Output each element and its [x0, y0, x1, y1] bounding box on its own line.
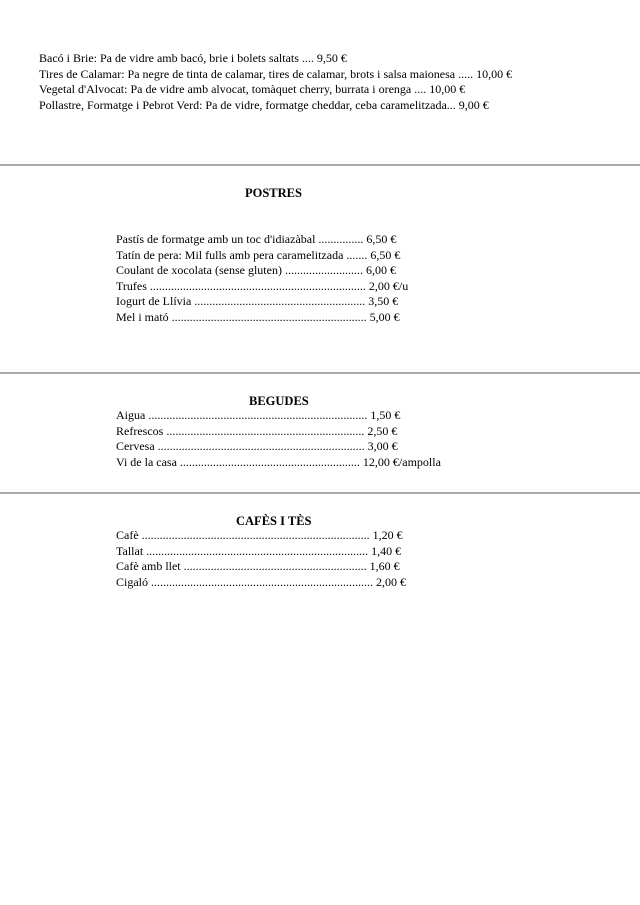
menu-item: Cigaló .......................................................................... 2,00 €	[116, 574, 406, 589]
menu-item: Pastís de formatge amb un toc d'idiazàbal ............... 6,50 €	[116, 232, 397, 246]
menu-item: Cafè amb llet ............................................................. 1,60 €	[116, 559, 400, 573]
section-divider	[0, 372, 640, 374]
menu-item: Trufes ........................................................................ 2,00 €/u	[116, 278, 409, 293]
section-heading-begudes: BEGUDES	[249, 394, 309, 408]
menu-item: Tallat .......................................................................... 1,40 €	[116, 543, 402, 558]
menu-item: Cervesa ..................................................................... 3,00 €	[116, 439, 398, 453]
menu-item-tires-calamar: Tires de Calamar: Pa negre de tinta de calamar, tires de calamar, brots i salsa maionesa ..... 10,00 €	[39, 66, 513, 81]
menu-item: Refrescos .................................................................. 2,50 €	[116, 423, 398, 438]
menu-item: Coulant de xocolata (sense gluten) .......................... 6,00 €	[116, 263, 396, 277]
menu-item: Vi de la casa ............................................................ 12,00 €/ampolla	[116, 454, 441, 469]
menu-item-vegetal-alvocat: Vegetal d'Alvocat: Pa de vidre amb alvocat, tomàquet cherry, burrata i orenga .... 10,00 €	[39, 82, 466, 96]
menu-item: Mel i mató ................................................................. 5,00 €	[116, 309, 400, 324]
menu-item: Cafè ............................................................................ 1,20 €	[116, 528, 403, 542]
menu-item-baco-brie: Bacó i Brie: Pa de vidre amb bacó, brie i bolets saltats .... 9,50 €	[39, 51, 347, 65]
section-divider	[0, 164, 640, 166]
section-divider	[0, 492, 640, 494]
cafes-list	[116, 528, 406, 590]
begudes-list	[116, 408, 441, 470]
menu-item: Aigua ......................................................................... 1,50 €	[116, 408, 401, 422]
postres-list	[116, 232, 408, 325]
sandwich-list	[39, 51, 512, 113]
section-heading-cafes: CAFÈS I TÈS	[236, 514, 312, 528]
menu-item: Iogurt de Llívia ......................................................... 3,50 €	[116, 294, 399, 308]
menu-item-pollastre: Pollastre, Formatge i Pebrot Verd: Pa de vidre, formatge cheddar, ceba caramelitzada... 9,00 €	[39, 97, 489, 112]
section-heading-postres: POSTRES	[245, 186, 302, 200]
menu-item: Tatín de pera: Mil fulls amb pera caramelitzada ....... 6,50 €	[116, 247, 401, 262]
